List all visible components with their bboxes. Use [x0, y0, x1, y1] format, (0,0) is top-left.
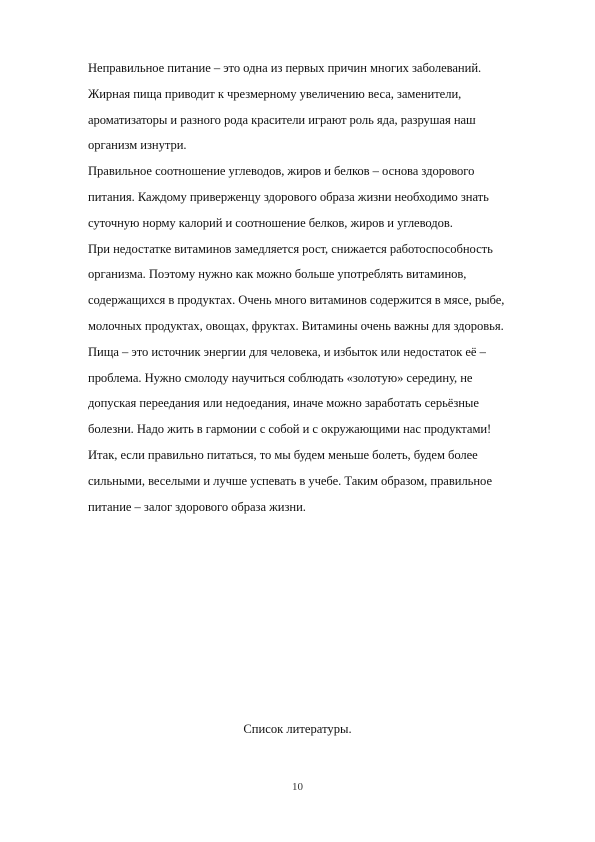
text-line: При недостатке витаминов замедляется рост, снижается работоспособность: [88, 241, 493, 256]
text-line: Неправильное питание – это одна из первых причин многих заболеваний.: [88, 61, 482, 75]
text-line: питание – залог здорового образа жизни.: [88, 499, 306, 514]
references-heading: Список литературы.: [243, 722, 352, 736]
body-text: [88, 56, 558, 520]
text-line: проблема. Нужно смолоду научиться соблюдать «золотую» середину, не: [88, 370, 473, 385]
text-line: питания. Каждому приверженцу здорового образа жизни необходимо знать: [88, 189, 489, 204]
text-line: организма. Поэтому нужно как можно больше употреблять витаминов,: [88, 267, 467, 282]
text-line: организм изнутри.: [88, 138, 187, 153]
text-line: ароматизаторы и разного рода красители играют роль яда, разрушая наш: [88, 112, 476, 127]
text-line: Пища – это источник энергии для человека, и избыток или недостаток её –: [88, 344, 486, 359]
text-line: Правильное соотношение углеводов, жиров и белков – основа здорового: [88, 164, 475, 179]
text-line: болезни. Надо жить в гармонии с собой и с окружающими нас продуктами!: [88, 422, 492, 437]
text-line: суточную норму калорий и соотношение белков, жиров и углеводов.: [88, 215, 453, 230]
text-line: содержащихся в продуктах. Очень много витаминов содержится в мясе, рыбе,: [88, 293, 505, 308]
text-line: Итак, если правильно питаться, то мы будем меньше болеть, будем более: [88, 447, 478, 462]
page-number: 10: [292, 781, 303, 793]
text-line: молочных продуктах, овощах, фруктах. Витамины очень важны для здоровья.: [88, 318, 504, 333]
text-line: Жирная пища приводит к чрезмерному увеличению веса, заменители,: [88, 86, 462, 101]
text-line: допуская переедания или недоедания, иначе можно заработать серьёзные: [88, 396, 479, 411]
text-line: сильными, веселыми и лучше успевать в учебе. Таким образом, правильное: [88, 473, 492, 488]
